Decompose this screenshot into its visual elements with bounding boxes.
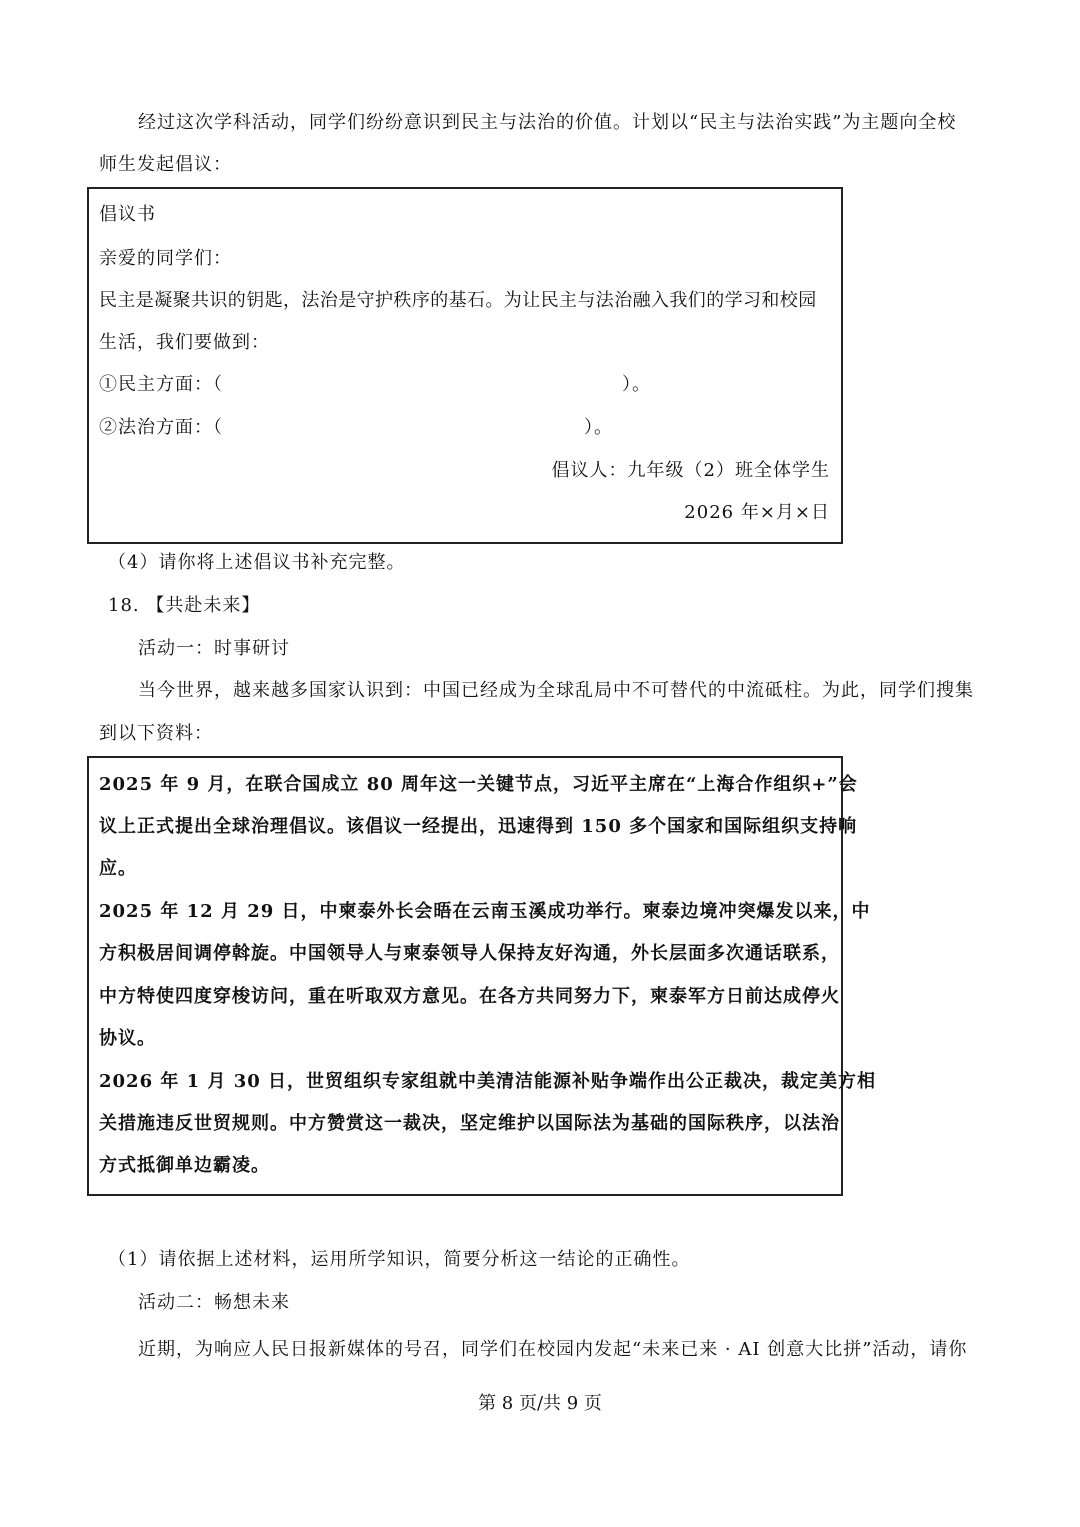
activity-2-title: 活动二：畅想未来 [138,1292,290,1313]
material-1-line-1: 2025 年 9 月，在联合国成立 80 周年这一关键节点，习近平主席在“上海合作组织+”会 [99,774,858,795]
proposal-item-2-close: ）。 [584,417,613,438]
proposal-item-2-label: ②法治方面：（ [99,417,223,438]
proposal-box [87,187,843,544]
proposal-body-line-2: 生活，我们要做到： [99,332,270,353]
activity-1-line-1: 当今世界，越来越多国家认识到：中国已经成为全球乱局中不可替代的中流砥柱。为此，同学们搜集 [138,680,974,701]
material-2-line-4: 协议。 [99,1028,156,1049]
material-1-line-3: 应。 [99,858,137,879]
section-18-heading: 18. 【共赴未来】 [108,595,261,616]
proposal-signer: 倡议人：九年级（2）班全体学生 [551,460,830,481]
proposal-title: 倡议书 [99,204,156,225]
page-footer: 第 8 页/共 9 页 [478,1393,602,1414]
material-3-line-2: 关措施违反世贸规则。中方赞赏这一裁决，坚定维护以国际法为基础的国际秩序，以法治 [99,1113,840,1134]
material-2-line-3: 中方特使四度穿梭访问，重在听取双方意见。在各方共同努力下，柬泰军方日前达成停火 [99,986,840,1007]
intro-line-1: 经过这次学科活动，同学们纷纷意识到民主与法治的价值。计划以“民主与法治实践”为主题向全校 [138,112,957,133]
material-3-line-1: 2026 年 1 月 30 日，世贸组织专家组就中美清洁能源补贴争端作出公正裁决，裁定美方相 [99,1071,877,1092]
proposal-greeting: 亲爱的同学们： [99,248,232,269]
proposal-date: 2026 年×月×日 [684,502,830,523]
proposal-item-1-close: ）。 [622,374,651,395]
proposal-body-line-1: 民主是凝聚共识的钥匙，法治是守护秩序的基石。为让民主与法治融入我们的学习和校园 [99,290,817,311]
activity-1-line-2: 到以下资料： [99,723,213,744]
material-2-line-1: 2025 年 12 月 29 日，中柬泰外长会晤在云南玉溪成功举行。柬泰边境冲突爆发以来，中 [99,901,871,922]
question-4: （4）请你将上述倡议书补充完整。 [108,552,406,573]
material-3-line-3: 方式抵御单边霸凌。 [99,1155,270,1176]
material-1-line-2: 议上正式提出全球治理倡议。该倡议一经提出，迅速得到 150 多个国家和国际组织支持响 [99,816,858,837]
activity-2-line-1: 近期，为响应人民日报新媒体的号召，同学们在校园内发起“未来已来 · AI 创意大比拼”活动，请你 [138,1339,968,1360]
activity-1-title: 活动一：时事研讨 [138,638,290,659]
proposal-item-1-label: ①民主方面：（ [99,374,223,395]
material-2-line-2: 方积极居间调停斡旋。中国领导人与柬泰领导人保持友好沟通，外长层面多次通话联系， [99,943,840,964]
question-1: （1）请依据上述材料，运用所学知识，简要分析这一结论的正确性。 [108,1249,691,1270]
intro-line-2: 师生发起倡议： [99,154,232,175]
